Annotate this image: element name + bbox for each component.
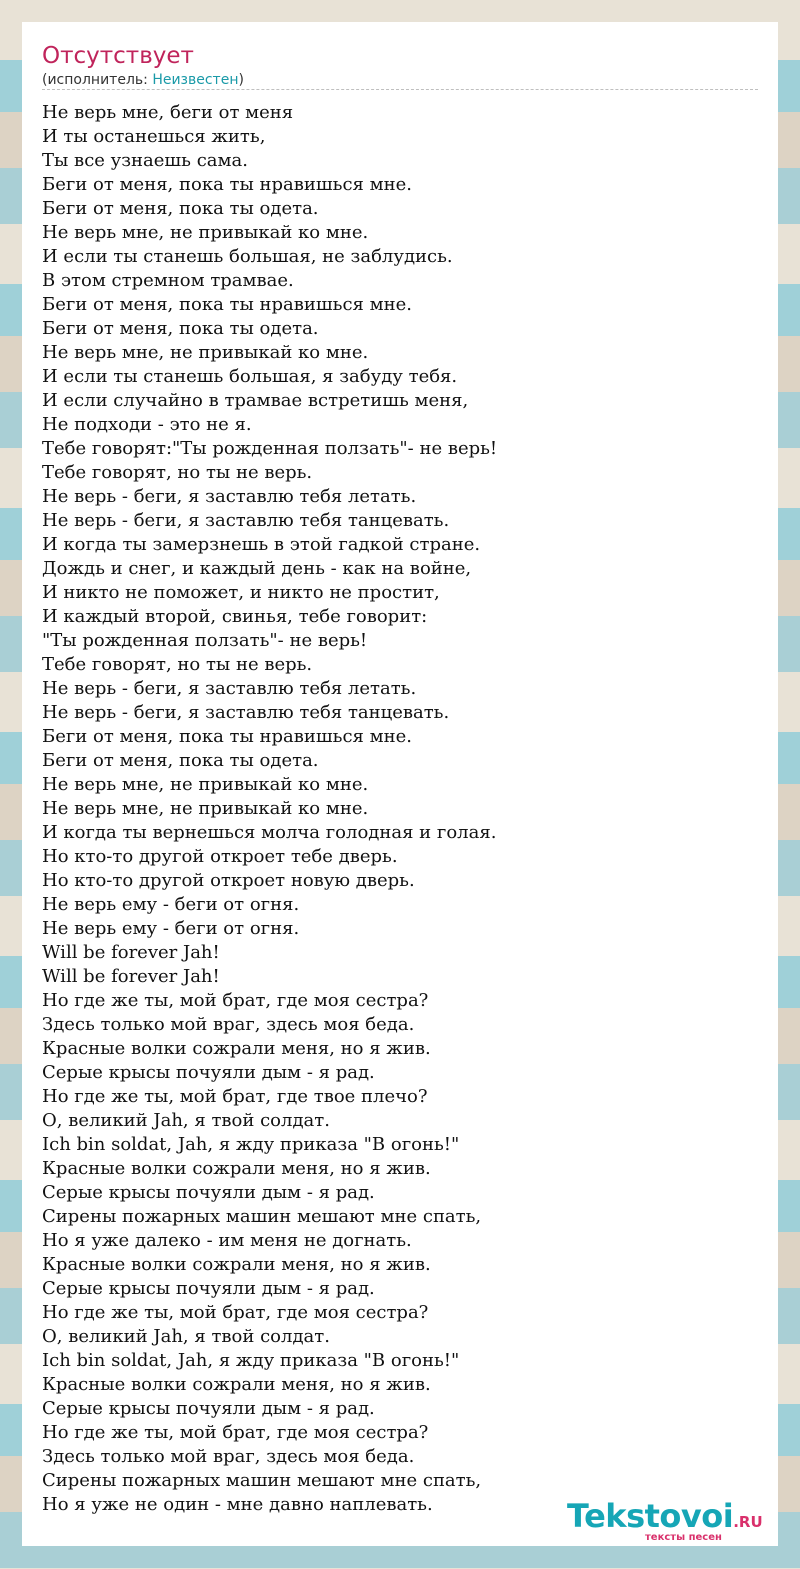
- lyric-line: Тебе говорят:"Ты рожденная ползать"- не верь!: [42, 438, 498, 459]
- lyric-line: Беги от меня, пока ты одета.: [42, 318, 319, 339]
- lyric-line: В этом стремном трамвае.: [42, 270, 294, 291]
- lyric-line: Не верь ему - беги от огня.: [42, 894, 300, 915]
- logo-name: Tekstovoi: [567, 1497, 734, 1535]
- lyric-line: Не верь - беги, я заставлю тебя танцевать.: [42, 510, 450, 531]
- lyric-line: Серые крысы почуяли дым - я рад.: [42, 1278, 375, 1299]
- lyric-line: Но я уже не один - мне давно наплевать.: [42, 1494, 433, 1515]
- lyric-line: Серые крысы почуяли дым - я рад.: [42, 1182, 375, 1203]
- lyric-line: Но где же ты, мой брат, где моя сестра?: [42, 1302, 429, 1323]
- lyric-line: Здесь только мой враг, здесь моя беда.: [42, 1014, 415, 1035]
- lyric-line: Дождь и снег, и каждый день - как на войне,: [42, 558, 472, 579]
- lyric-line: Не верь - беги, я заставлю тебя танцевать.: [42, 702, 450, 723]
- lyric-line: О, великий Jah, я твой солдат.: [42, 1110, 330, 1131]
- lyric-line: Серые крысы почуяли дым - я рад.: [42, 1398, 375, 1419]
- lyric-line: О, великий Jah, я твой солдат.: [42, 1326, 330, 1347]
- lyric-line: "Ты рожденная ползать"- не верь!: [42, 630, 368, 651]
- lyric-line: Не верь мне, не привыкай ко мне.: [42, 774, 369, 795]
- lyric-line: Беги от меня, пока ты одета.: [42, 750, 319, 771]
- lyric-line: Ты все узнаешь сама.: [42, 150, 248, 171]
- lyric-line: Беги от меня, пока ты нравишься мне.: [42, 726, 412, 747]
- lyrics-text: [42, 101, 497, 1517]
- lyric-line: И каждый второй, свинья, тебе говорит:: [42, 606, 428, 627]
- lyric-line: Красные волки сожрали меня, но я жив.: [42, 1254, 431, 1275]
- lyric-line: Беги от меня, пока ты нравишься мне.: [42, 294, 412, 315]
- lyric-line: Но кто-то другой откроет новую дверь.: [42, 870, 415, 891]
- lyric-line: Сирены пожарных машин мешают мне спать,: [42, 1470, 482, 1491]
- lyric-line: И ты останешься жить,: [42, 126, 266, 147]
- lyric-line: Красные волки сожрали меня, но я жив.: [42, 1374, 431, 1395]
- lyric-line: Ich bin soldat, Jah, я жду приказа "В огонь!": [42, 1350, 460, 1371]
- lyric-line: Но где же ты, мой брат, где моя сестра?: [42, 990, 429, 1011]
- artist-line: [42, 71, 244, 89]
- logo-tagline: тексты песен: [645, 1532, 722, 1543]
- lyric-line: Красные волки сожрали меня, но я жив.: [42, 1038, 431, 1059]
- lyric-line: Но где же ты, мой брат, где моя сестра?: [42, 1422, 429, 1443]
- lyric-line: Тебе говорят, но ты не верь.: [42, 462, 313, 483]
- lyric-line: Здесь только мой враг, здесь моя беда.: [42, 1446, 415, 1467]
- lyric-line: И если ты станешь большая, не заблудись.: [42, 246, 453, 267]
- lyric-line: И когда ты вернешься молча голодная и голая.: [42, 822, 497, 843]
- title-divider: [42, 89, 758, 90]
- lyric-line: И если случайно в трамвае встретишь меня,: [42, 390, 469, 411]
- lyrics-card: [22, 22, 778, 1546]
- lyric-line: Не верь - беги, я заставлю тебя летать.: [42, 678, 417, 699]
- lyric-line: И когда ты замерзнешь в этой гадкой стране.: [42, 534, 481, 555]
- lyric-line: Но кто-то другой откроет тебе дверь.: [42, 846, 398, 867]
- logo-tld: .RU: [733, 1513, 763, 1531]
- artist-prefix: (исполнитель:: [42, 72, 153, 88]
- song-title: Отсутствует: [42, 43, 194, 69]
- lyric-line: Will be forever Jah!: [42, 966, 220, 987]
- lyric-line: Ich bin soldat, Jah, я жду приказа "В огонь!": [42, 1134, 460, 1155]
- lyric-line: Сирены пожарных машин мешают мне спать,: [42, 1206, 482, 1227]
- lyric-line: Не верь мне, не привыкай ко мне.: [42, 222, 369, 243]
- lyric-line: Беги от меня, пока ты нравишься мне.: [42, 174, 412, 195]
- lyric-line: Тебе говорят, но ты не верь.: [42, 654, 313, 675]
- lyric-line: Не верь - беги, я заставлю тебя летать.: [42, 486, 417, 507]
- lyric-line: Но где же ты, мой брат, где твое плечо?: [42, 1086, 428, 1107]
- lyric-line: Не подходи - это не я.: [42, 414, 252, 435]
- lyric-line: Не верь мне, не привыкай ко мне.: [42, 798, 369, 819]
- lyric-line: Не верь мне, не привыкай ко мне.: [42, 342, 369, 363]
- lyric-line: Серые крысы почуяли дым - я рад.: [42, 1062, 375, 1083]
- lyric-line: Беги от меня, пока ты одета.: [42, 198, 319, 219]
- lyric-line: Не верь ему - беги от огня.: [42, 918, 300, 939]
- lyric-line: Не верь мне, беги от меня: [42, 102, 294, 123]
- site-logo[interactable]: [567, 1498, 777, 1542]
- lyric-line: И никто не поможет, и никто не простит,: [42, 582, 440, 603]
- artist-link[interactable]: Неизвестен: [152, 72, 239, 88]
- artist-suffix: ): [238, 72, 244, 88]
- lyric-line: Красные волки сожрали меня, но я жив.: [42, 1158, 431, 1179]
- lyric-line: Will be forever Jah!: [42, 942, 220, 963]
- lyric-line: Но я уже далеко - им меня не догнать.: [42, 1230, 412, 1251]
- lyric-line: И если ты станешь большая, я забуду тебя.: [42, 366, 458, 387]
